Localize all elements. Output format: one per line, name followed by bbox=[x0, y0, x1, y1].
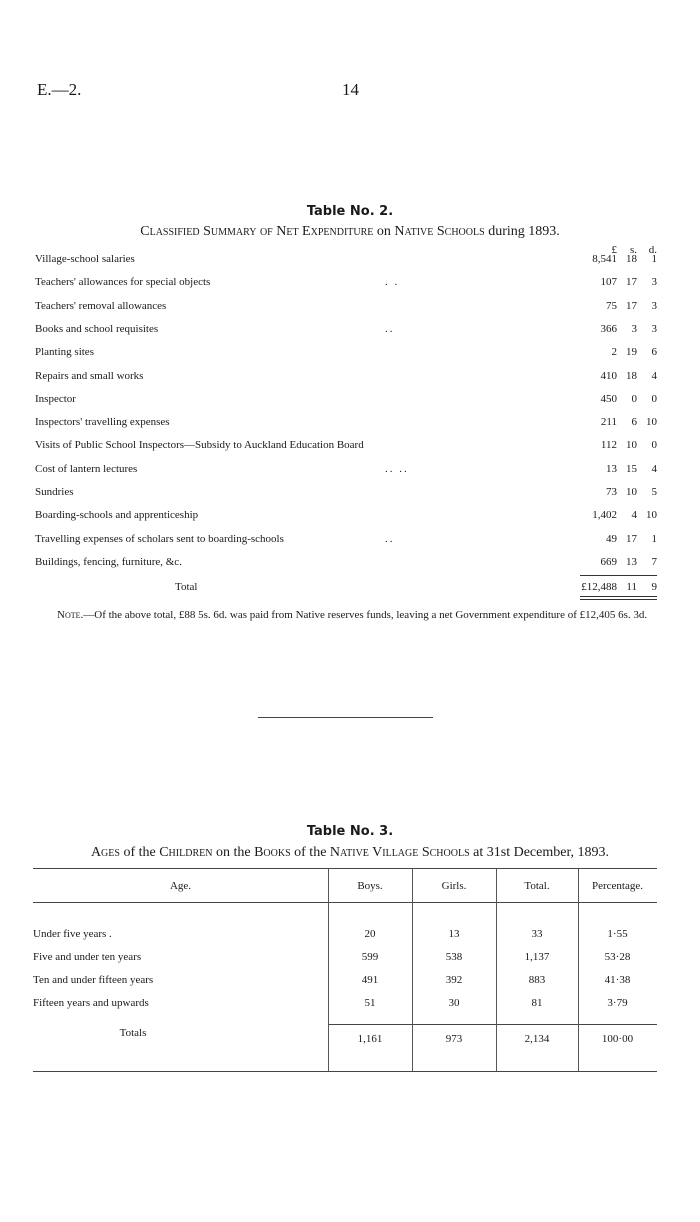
girls-cell: 13 bbox=[448, 928, 460, 940]
amount-pence: 3 bbox=[651, 276, 657, 289]
expenditure-row bbox=[35, 509, 657, 532]
amount-pence: 1 bbox=[651, 532, 657, 545]
unit-pounds: £ bbox=[611, 244, 617, 256]
amount-pence: 4 bbox=[651, 369, 657, 382]
expenditure-label: Planting sites bbox=[35, 346, 94, 359]
amount-pounds: 75 bbox=[606, 299, 617, 312]
expenditure-row bbox=[35, 300, 657, 323]
expenditure-row bbox=[35, 439, 657, 462]
sum-rule bbox=[580, 575, 657, 576]
expenditure-row bbox=[35, 416, 657, 439]
expenditure-row bbox=[35, 346, 657, 369]
amount-pounds: 410 bbox=[600, 369, 617, 382]
amount-shillings: 10 bbox=[626, 486, 637, 498]
expenditure-label: Teachers' allowances for special objects bbox=[35, 276, 211, 289]
expenditure-label: Travelling expenses of scholars sent to boarding-schools bbox=[35, 532, 284, 545]
expenditure-row bbox=[35, 253, 657, 276]
table-top-rule bbox=[33, 868, 657, 869]
amount-pence: 5 bbox=[651, 486, 657, 498]
amount-pounds: 211 bbox=[600, 416, 617, 429]
table3 bbox=[33, 868, 657, 1072]
total-pounds: £12,488 bbox=[581, 581, 617, 593]
subtitle-part: Books bbox=[254, 845, 291, 860]
amount-pence: 7 bbox=[651, 555, 657, 568]
header-girls: Girls. bbox=[441, 880, 467, 892]
expenditure-label: Repairs and small works bbox=[35, 369, 144, 382]
girls-cell: 30 bbox=[448, 997, 460, 1009]
total-cell: 33 bbox=[531, 928, 543, 940]
amount-pence: 6 bbox=[651, 346, 657, 359]
expenditure-row bbox=[35, 276, 657, 299]
girls-cell: 538 bbox=[445, 951, 463, 963]
expenditure-row bbox=[35, 486, 657, 509]
age-cell: Under five years . bbox=[33, 928, 112, 940]
expenditure-amount bbox=[567, 416, 657, 428]
amount-pounds: 13 bbox=[606, 462, 617, 475]
amount-pence: 1 bbox=[651, 253, 657, 265]
expenditure-label: Sundries bbox=[35, 486, 74, 498]
amount-pence: 3 bbox=[651, 299, 657, 312]
table3-title: Table No. 3. bbox=[306, 824, 394, 839]
page-number: 14 bbox=[342, 80, 359, 99]
total-double-rule bbox=[580, 596, 657, 597]
expenditure-label: Teachers' removal allowances bbox=[35, 299, 167, 312]
expenditure-amount bbox=[567, 276, 657, 288]
total-cell: 1,137 bbox=[524, 951, 550, 963]
amount-pence: 0 bbox=[651, 439, 657, 452]
table2-title: Table No. 2. bbox=[306, 204, 394, 219]
subtitle-part: on the bbox=[215, 845, 251, 860]
boys-cell: 599 bbox=[361, 951, 379, 963]
expenditure-row bbox=[35, 556, 657, 579]
section-divider bbox=[258, 717, 433, 718]
amount-pence: 10 bbox=[646, 416, 657, 429]
header-percentage: Percentage. bbox=[592, 880, 643, 892]
total-amount bbox=[567, 581, 657, 593]
expenditure-amount bbox=[567, 463, 657, 475]
amount-pounds: 669 bbox=[600, 555, 617, 568]
amount-shillings: 6 bbox=[631, 416, 637, 429]
expenditure-label: Inspectors' travelling expenses bbox=[35, 416, 170, 429]
total-row bbox=[35, 581, 657, 604]
subtitle-part: at 31st December, 1893. bbox=[473, 845, 610, 860]
total-pence: 9 bbox=[651, 581, 657, 593]
expenditure-label: Boarding-schools and apprenticeship bbox=[35, 509, 199, 522]
expenditure-label: Visits of Public School Inspectors—Subsidy to Auckland Education Board bbox=[35, 439, 364, 452]
expenditure-amount bbox=[567, 439, 657, 451]
boys-cell: 51 bbox=[364, 997, 376, 1009]
subtitle-part: Native Schools bbox=[394, 224, 485, 239]
note bbox=[35, 605, 657, 625]
age-cell: Five and under ten years bbox=[33, 951, 142, 963]
total-label: Total bbox=[175, 581, 198, 593]
unit-shillings: s. bbox=[629, 244, 637, 256]
expenditure-label: Cost of lantern lectures bbox=[35, 462, 138, 475]
amount-pounds: 450 bbox=[600, 392, 617, 405]
amount-shillings: 0 bbox=[631, 392, 637, 405]
percentage-cell: 3·79 bbox=[607, 997, 628, 1009]
amount-shillings: 3 bbox=[631, 322, 637, 335]
expenditure-label: Village-school salaries bbox=[35, 253, 135, 265]
expenditure-amount bbox=[567, 533, 657, 545]
subtitle-part: Ages bbox=[90, 845, 120, 860]
document-code: E.—2. bbox=[37, 80, 82, 99]
unit-pence: d. bbox=[648, 244, 657, 256]
amount-pounds: 49 bbox=[606, 532, 617, 545]
amount-shillings: 18 bbox=[626, 369, 637, 382]
note-head: Note. bbox=[57, 609, 84, 621]
leader-dots: .. .. bbox=[385, 462, 409, 475]
header-total: Total. bbox=[524, 880, 550, 892]
leader-dots: .. bbox=[385, 532, 395, 545]
table3-subtitle bbox=[0, 845, 700, 861]
amount-shillings: 17 bbox=[626, 276, 637, 289]
total-shillings: 11 bbox=[626, 581, 637, 593]
expenditure-label: Inspector bbox=[35, 392, 76, 405]
expenditure-row bbox=[35, 323, 657, 346]
expenditure-row bbox=[35, 533, 657, 556]
amount-pounds: 366 bbox=[600, 322, 617, 335]
subtitle-part: on bbox=[376, 224, 391, 239]
amount-pounds: 73 bbox=[606, 486, 617, 498]
percentage-cell: 41·38 bbox=[604, 974, 631, 986]
amount-shillings: 19 bbox=[626, 346, 637, 359]
girls-cell: 392 bbox=[445, 974, 463, 986]
boys-cell: 491 bbox=[361, 974, 379, 986]
amount-shillings: 4 bbox=[631, 509, 637, 522]
expenditure-amount bbox=[567, 346, 657, 358]
header-boys: Boys. bbox=[357, 880, 383, 892]
expenditure-row bbox=[35, 370, 657, 393]
subtitle-part: Native Village Schools bbox=[329, 845, 470, 860]
amount-shillings: 17 bbox=[626, 532, 637, 545]
total-double-rule bbox=[580, 599, 657, 600]
header-age: Age. bbox=[169, 880, 192, 892]
note-body: —Of the above total, £88 5s. 6d. was paid from Native reserves funds, leaving a net Government expenditure of £12,405 6s. 3d. bbox=[83, 609, 648, 621]
percentage-cell: 1·55 bbox=[607, 928, 628, 940]
subtitle-part: during 1893. bbox=[488, 224, 560, 239]
expenditure-amount bbox=[567, 486, 657, 498]
amount-shillings: 17 bbox=[626, 299, 637, 312]
amount-pence: 3 bbox=[651, 322, 657, 335]
expenditure-amount bbox=[567, 393, 657, 405]
amount-pence: 0 bbox=[651, 392, 657, 405]
table2-subtitle bbox=[0, 224, 700, 240]
amount-pounds: 8,541 bbox=[592, 253, 617, 265]
amount-shillings: 13 bbox=[626, 555, 637, 568]
expenditure-amount bbox=[567, 300, 657, 312]
amount-pounds: 112 bbox=[600, 439, 617, 452]
total-cell: 81 bbox=[531, 997, 543, 1009]
expenditure-amount bbox=[567, 323, 657, 335]
percentage-cell: 53·28 bbox=[604, 951, 631, 963]
amount-pence: 10 bbox=[646, 509, 657, 522]
amount-pounds: 1,402 bbox=[592, 509, 617, 522]
totals-percentage: 100·00 bbox=[601, 1033, 634, 1045]
expenditure-amount bbox=[567, 509, 657, 521]
table-bottom-rule bbox=[33, 1071, 657, 1072]
totals-girls: 973 bbox=[445, 1033, 463, 1045]
expenditure-amount bbox=[567, 370, 657, 382]
leader-dots: .. bbox=[385, 322, 395, 335]
subtitle-part: Classified Summary of Net Expenditure bbox=[140, 224, 374, 239]
header-rule bbox=[33, 902, 657, 903]
age-cell: Fifteen years and upwards bbox=[33, 997, 149, 1009]
amount-pounds: 107 bbox=[600, 276, 617, 289]
subtitle-part: of the bbox=[123, 845, 156, 860]
totals-label: Totals bbox=[119, 1027, 147, 1039]
leader-dots: . . bbox=[385, 276, 400, 289]
expenditure-row bbox=[35, 393, 657, 416]
subtitle-part: Children bbox=[159, 845, 213, 860]
expenditure-label: Buildings, fencing, furniture, &c. bbox=[35, 555, 182, 568]
expenditure-amount bbox=[567, 556, 657, 568]
expenditure-amount bbox=[567, 253, 657, 265]
amount-shillings: 10 bbox=[626, 439, 637, 452]
amount-shillings: 18 bbox=[626, 253, 637, 265]
amount-shillings: 15 bbox=[626, 462, 637, 475]
subtitle-part: of the bbox=[294, 845, 327, 860]
amount-pence: 4 bbox=[651, 462, 657, 475]
total-cell: 883 bbox=[528, 974, 546, 986]
boys-cell: 20 bbox=[364, 928, 376, 940]
totals-rule bbox=[328, 1024, 657, 1025]
totals-boys: 1,161 bbox=[357, 1033, 383, 1045]
expenditure-row bbox=[35, 463, 657, 486]
expenditure-label: Books and school requisites bbox=[35, 322, 159, 335]
totals-total: 2,134 bbox=[524, 1033, 550, 1045]
age-cell: Ten and under fifteen years bbox=[33, 974, 154, 986]
amount-pounds: 2 bbox=[611, 346, 617, 359]
